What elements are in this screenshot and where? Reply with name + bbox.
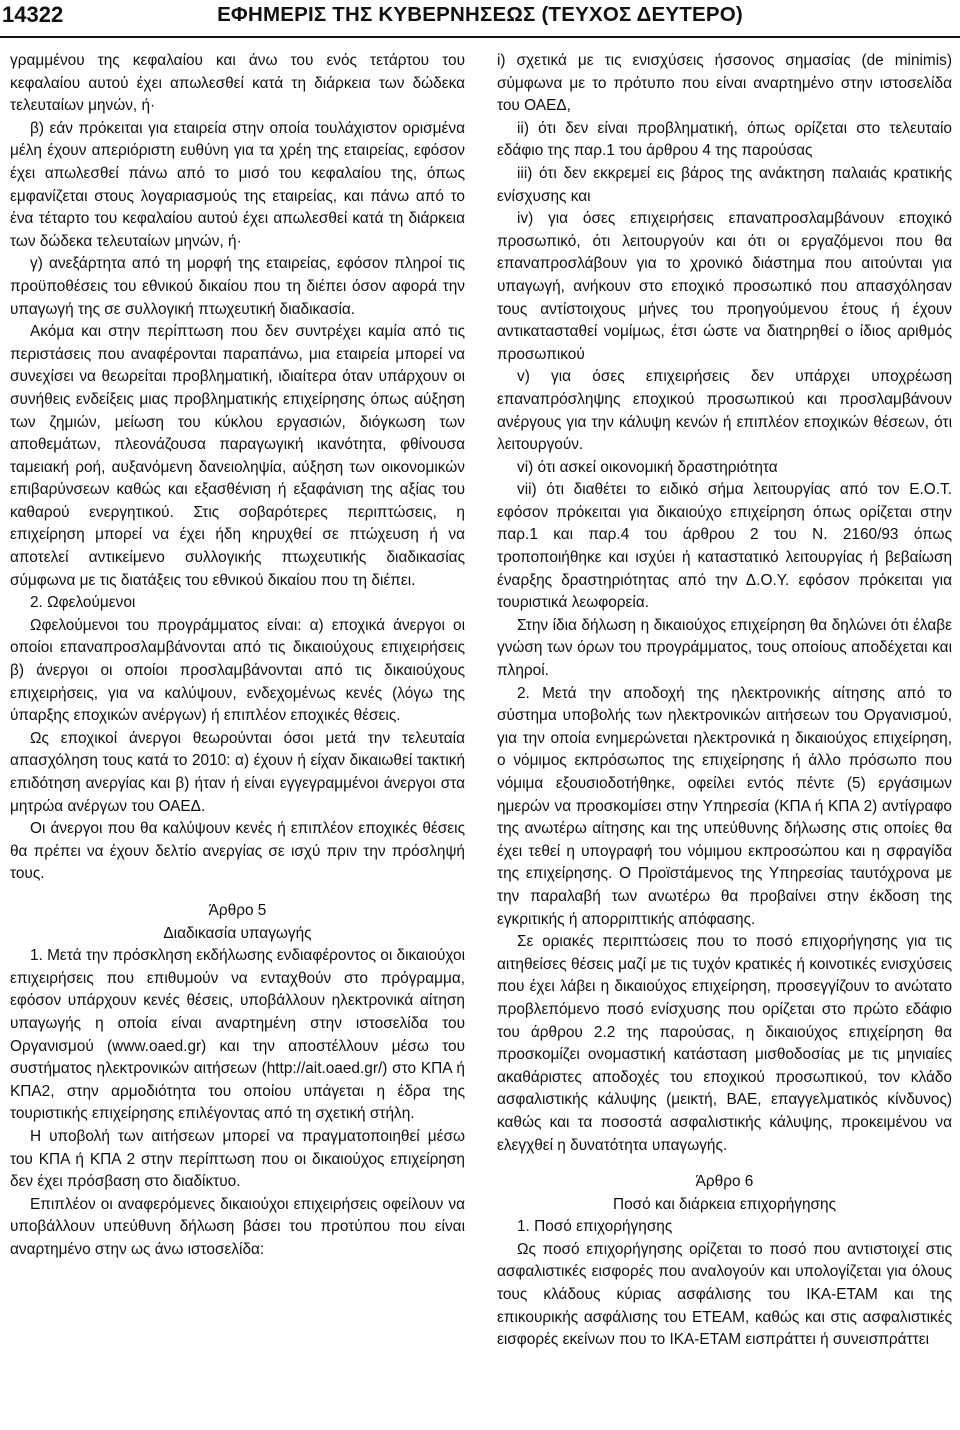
article-number: Άρθρο 5: [208, 901, 267, 919]
page-header: [0, 0, 960, 40]
paragraph: Ως εποχικοί άνεργοι θεωρούνται όσοι μετά την τελευταία απασχόληση τους κατά το 2010: α) έχουν ή είχαν δικαιωθεί τακτική επιδότηση ανεργίας και β) ήταν ή είναι εγγεγραμμένοι άνεργοι στα μητρώα ανέργων του ΟΑΕΔ.: [10, 729, 465, 815]
paragraph: Οι άνεργοι που θα καλύψουν κενές ή επιπλέον εποχικές θέσεις θα πρέπει να έχουν δελτίο ανεργίας σε ισχύ πριν την πρόσληψή τους.: [10, 820, 465, 883]
paragraph: Επιπλέον οι αναφερόμενες δικαιούχοι επιχειρήσεις οφείλουν να υποβάλλουν υπεύθυνη δήλωση βάσει του προτύπου που είναι αναρτημένο στην ως άνω ιστοσελίδα:: [10, 1195, 465, 1258]
left-column: [10, 50, 465, 1426]
section-heading: 2. Ωφελούμενοι: [30, 594, 136, 612]
paragraph: Ως ποσό επιχορήγησης ορίζεται το ποσό που αντιστοιχεί στις ασφαλιστικές εισφορές που αναλογούν και υπολογίζεται για όλους τους κλάδους κύριας ασφάλισης του ΙΚΑ-ΕΤΑΜ και της επικουρικής ασφάλισης του ΕΤΕΑΜ, καθώς και στις ασφαλιστικές εισφορές εκείνων που το ΙΚΑ-ΕΤΑΜ εισπράττει ή συνεισπράττει: [497, 1240, 952, 1349]
header-rule: [0, 36, 960, 38]
page-number: 14322: [2, 2, 64, 27]
paragraph: Ακόμα και στην περίπτωση που δεν συντρέχει καμία από τις περιστάσεις που αναφέρονται παραπάνω, μια εταιρεία μπορεί να συνεχίσει να θεωρείται προβληματική, ιδιαίτερα όταν υπάρχουν οι συνήθεις ενδείξεις μιας προβληματικής επιχείρησης όπως αύξηση των ζημιών, μείωση του κύκλου εργασιών, διόγκωση των αποθεμάτων, πλεονάζουσα παραγωγική ικανότητα, φθίνουσα ταμειακή ροή, αυξανόμενη δανειοληψία, αύξηση των οικονομικών επιβαρύνσεων καθώς και εξασθένιση ή εξαφάνιση της αξίας του καθαρού ενεργητικού. Στις σοβαρότερες περιπτώσεις, η επιχείρηση μπορεί να έχει ήδη κηρυχθεί σε πτώχευση ή να αποτελεί αντικείμενο συλλογικής πτωχευτικής διαδικασίας σύμφωνα με τις διατάξεις του εθνικού δικαίου που τη διέπει.: [10, 323, 465, 589]
article-title: Διαδικασία υπαγωγής: [163, 924, 312, 942]
paragraph: Στην ίδια δήλωση η δικαιούχος επιχείρηση θα δηλώνει ότι έλαβε γνώση των όρων του προγράμματος, τους οποίους αποδέχεται και πληροί.: [497, 616, 952, 680]
paragraph: ii) ότι δεν είναι προβληματική, όπως ορίζεται στο τελευταίο εδάφιο της παρ.1 του άρθρου 4 της παρούσας: [497, 119, 952, 160]
paragraph: Σε οριακές περιπτώσεις που το ποσό επιχορήγησης για τις αιτηθείσες θέσεις μαζί με τις τυχόν κρατικές ή κοινοτικές ενισχύσεις που έχει λάβει η δικαιούχος επιχείρηση, προσεγγίζουν το ανώτατο προβλεπόμενο ποσό ενίσχυσης που ορίζεται στο πρώτο εδάφιο του άρθρου 2.2 της παρούσας, η δικαιούχος επιχείρηση θα προσκομίζει ονομαστική κατάσταση μισθοδοσίας με τις μηνιαίες ακαθάριστες αποδοχές του εποχικού προσωπικού, τον κλάδο ασφαλιστικής κάλυψης (μεικτή, ΒΑΕ, επαγγελματικός κίνδυνος) καθώς και τα ποσοστά ασφαλιστικής κάλυψης, προκειμένου να ελεγχθεί η δυνατότητα υπαγωγής.: [497, 933, 952, 1154]
paragraph: vii) ότι διαθέτει το ειδικό σήμα λειτουργίας από τον Ε.Ο.Τ. εφόσον πρόκειται για δικαιούχο επιχείρηση όπως ορίζεται στην παρ.1 και παρ.4 του άρθρου 2 του Ν. 2160/93 όπως τροποποιήθηκε και ισχύει ή καταστατικό λειτουργίας ή βεβαίωση έναρξης δραστηριότητας από την Δ.Ο.Υ. εφόσον πρόκειται για τουριστικά λεωφορεία.: [497, 481, 952, 612]
paragraph: Η υποβολή των αιτήσεων μπορεί να πραγματοποιηθεί μέσω του ΚΠΑ ή ΚΠΑ 2 στην περίπτωση που οι δικαιούχος επιχείρηση δεν έχει πρόσβαση στο διαδίκτυο.: [10, 1127, 465, 1191]
article-number: Άρθρο 6: [695, 1173, 754, 1191]
paragraph: 2. Μετά την αποδοχή της ηλεκτρονικής αίτησης από το σύστημα υποβολής των ηλεκτρονικών αιτήσεων του Οργανισμού, για την οποία ενημερώνεται ηλεκτρονικά η δικαιούχος επιχείρηση, ο νόμιμος εκπρόσωπος της επιχείρησης ή άλλο πρόσωπο που νόμιμα εξουσιοδοτήθηκε, οφείλει εντός πέντε (5) εργάσιμων ημερών να προσκομίσει στην Υπηρεσία (ΚΠΑ ή ΚΠΑ 2) αντίγραφο της ανωτέρω αίτησης και της υπεύθυνης δήλωσης στις οποίες θα έχει τεθεί η υπογραφή του νόμιμου εκπροσώπου και η σφραγίδα της επιχείρησης. Ο Προϊστάμενος της Υπηρεσίας ταυτόχρονα με την παραλαβή των ανωτέρω θα προβαίνει στην έκδοση της εγκριτικής ή απορριπτικής απόφασης.: [497, 684, 952, 928]
article-title: Ποσό και διάρκεια επιχορήγησης: [612, 1195, 837, 1213]
paragraph: Ωφελούμενοι του προγράμματος είναι: α) εποχικά άνεργοι οι οποίοι επαναπροσλαμβάνονται από τις δικαιούχους επιχειρήσεις β) άνεργοι οι οποίοι προσλαμβάνονται από τις δικαιούχους επιχειρήσεις, για να καλύψουν, ενδεχομένως κενές (λόγω της ύπαρξης εποχικών ανέργων) ή επιπλέον εποχικές θέσεις.: [10, 616, 465, 725]
paragraph: 1. Μετά την πρόσκληση εκδήλωσης ενδιαφέροντος οι δικαιούχοι επιχειρήσεις που επιθυμούν να ενταχθούν στο πρόγραμμα, εφόσον υπάρχουν κενές θέσεις, υποβάλλουν ηλεκτρονικά αίτηση υπαγωγής η οποία είναι αναρτημένη στην ιστοσελίδα του Οργανισμού (www.oaed.gr) και την αποστέλλουν μέσω του συστήματος ηλεκτρονικών αιτήσεων (http://ait.oaed.gr/) στο ΚΠΑ ή ΚΠΑ2, στην αρμοδιότητα του οποίου υπάγεται η έδρα της τουριστικής επιχείρησης επιλέγοντας από τη σχετική στήλη.: [10, 947, 465, 1123]
section-heading: 1. Ποσό επιχορήγησης: [517, 1218, 673, 1236]
paragraph: γ) ανεξάρτητα από τη μορφή της εταιρείας, εφόσον πληροί τις προϋποθέσεις του εθνικού δικαίου που τη διέπει όσον αφορά την υπαγωγή της σε συλλογική πτωχευτική διαδικασία.: [10, 255, 465, 318]
paragraph: iii) ότι δεν εκκρεμεί εις βάρος της ανάκτηση παλαιάς κρατικής ενίσχυσης και: [497, 164, 952, 205]
paragraph: γραμμένου της κεφαλαίου και άνω του ενός τετάρτου του κεφαλαίου αυτού έχει απωλεσθεί κατά τη διάρκεια των δώδεκα τελευταίων μηνών, ή·: [10, 52, 465, 115]
paragraph: v) για όσες επιχειρήσεις δεν υπάρχει υποχρέωση επαναπρόσληψης εποχικού προσωπικού και προσλαμβάνουν ανέργους για την κάλυψη κενών ή επιπλέον εποχικών θέσεων, ότι λειτουργούν.: [497, 368, 952, 454]
paragraph: iv) για όσες επιχειρήσεις επαναπροσλαμβάνουν εποχικό προσωπικό, ότι λειτουργούν και ότι οι εργαζόμενοι που θα επαναπροσλάβουν για το χρονικό διάστημα που αιτούνται για υπαγωγή, ανήκουν στο εποχικό προσωπικό που απασχόλησαν τους αντίστοιχους μήνες του προηγούμενου έτους ή έχουν αντικατασταθεί νομίμως, έτσι ώστε να διατηρηθεί ο ίδιος αριθμός προσωπικού: [497, 210, 952, 363]
paragraph: vi) ότι ασκεί οικονομική δραστηριότητα: [517, 458, 778, 476]
paragraph: β) εάν πρόκειται για εταιρεία στην οποία τουλάχιστον ορισμένα μέλη έχουν απεριόριστη ευθύνη για τα χρέη της εταιρείας, εφόσον έχει απωλεσθεί πάνω από το μισό του κεφαλαίου της, όπως εμφανίζεται στους λογαριασμούς της εταιρείας, και πάνω από το ένα τέταρτο του κεφαλαίου αυτού έχει απωλεσθεί κατά τη διάρκεια των δώδεκα τελευταίων μηνών, ή·: [10, 119, 465, 250]
paragraph: i) σχετικά με τις ενισχύσεις ήσσονος σημασίας (de minimis) σύμφωνα με το πρότυπο που είναι αναρτημένο στην ιστοσελίδα του ΟΑΕΔ,: [497, 52, 952, 115]
right-column: [497, 50, 952, 1426]
gazette-title: ΕΦΗΜΕΡΙΣ ΤΗΣ ΚΥΒΕΡΝΗΣΕΩΣ (ΤΕΥΧΟΣ ΔΕΥΤΕΡΟ): [217, 3, 743, 26]
